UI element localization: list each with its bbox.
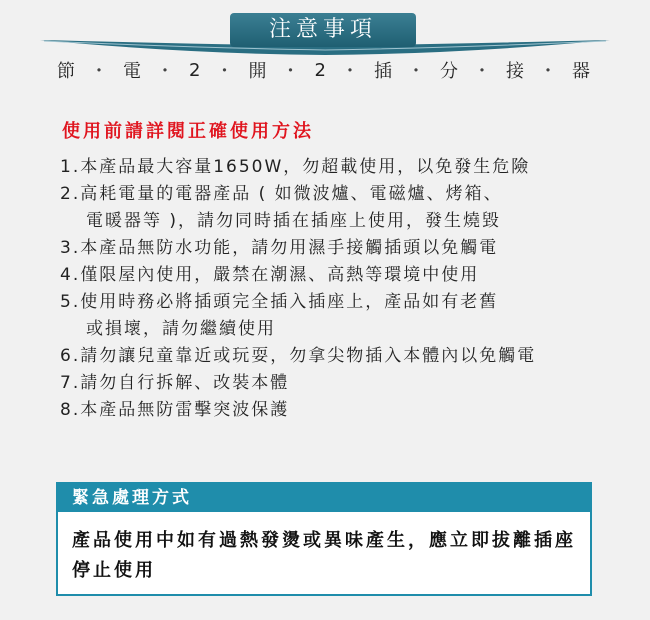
rule-item [60, 370, 536, 397]
rule-item [60, 397, 536, 424]
subtitle-separator: ・ [281, 61, 303, 82]
page-title: 注意事項 [230, 13, 416, 47]
section-heading: 使用前請詳閱正確使用方法 [62, 121, 314, 142]
rule-item [60, 181, 536, 235]
subtitle-char: 電 [123, 61, 145, 82]
rule-item [60, 154, 536, 181]
rule-text: 7.請勿自行拆解、改裝本體 [60, 373, 290, 393]
emergency-text: 產品使用中如有過熱發燙或異味產生，應立即拔離插座停止使用 [72, 530, 576, 581]
rule-text-continued: 電暖器等 )，請勿同時插在插座上使用，發生燒毀 [86, 211, 502, 231]
rule-text: 6.請勿讓兒童靠近或玩耍，勿拿尖物插入本體內以免觸電 [60, 346, 537, 366]
subtitle-separator: ・ [215, 61, 237, 82]
product-name [0, 57, 650, 83]
rule-item [60, 235, 536, 262]
subtitle-char: 2 [314, 59, 329, 81]
subtitle-separator: ・ [340, 61, 362, 82]
subtitle-separator: ・ [90, 61, 112, 82]
rule-text: 2.高耗電量的電器產品 ( 如微波爐、電磁爐、烤箱、 [60, 184, 503, 204]
usage-rules-list [60, 154, 536, 424]
subtitle-char: 開 [248, 61, 270, 82]
rule-text: 8.本產品無防雷擊突波保護 [60, 400, 290, 420]
rule-item [60, 343, 536, 370]
emergency-box [56, 482, 592, 596]
subtitle-separator: ・ [406, 61, 428, 82]
subtitle-char: 節 [57, 61, 79, 82]
subtitle-char: 器 [571, 61, 593, 82]
subtitle-separator: ・ [472, 61, 494, 82]
rule-item [60, 262, 536, 289]
subtitle-char: 插 [373, 61, 395, 82]
subtitle-separator: ・ [538, 61, 560, 82]
rule-item [60, 289, 536, 343]
rule-text: 3.本產品無防水功能，請勿用濕手接觸插頭以免觸電 [60, 238, 499, 258]
subtitle-char: 分 [439, 61, 461, 82]
emergency-heading: 緊急處理方式 [58, 484, 590, 512]
subtitle-separator: ・ [156, 61, 178, 82]
rule-text: 5.使用時務必將插頭完全插入插座上，產品如有老舊 [60, 292, 499, 312]
rule-text-continued: 或損壞，請勿繼續使用 [86, 319, 276, 339]
rule-text: 1.本產品最大容量1650W，勿超載使用，以免發生危險 [60, 157, 531, 177]
rule-text: 4.僅限屋內使用，嚴禁在潮濕、高熱等環境中使用 [60, 265, 480, 285]
subtitle-char: 接 [505, 61, 527, 82]
subtitle-char: 2 [189, 59, 204, 81]
